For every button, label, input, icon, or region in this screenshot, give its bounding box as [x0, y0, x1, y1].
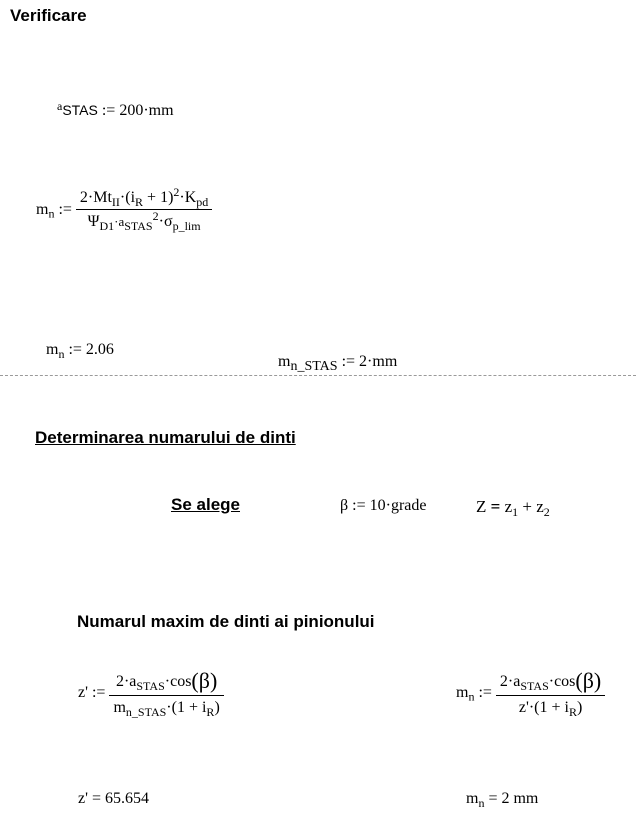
eq-mn-formula [36, 185, 212, 233]
zprime-numerator [109, 670, 223, 696]
num-plus-one: + 1) [143, 189, 174, 206]
lhs-sub-n: n [468, 689, 475, 704]
sub-1: 1 [512, 505, 519, 519]
den-zprime-one-plus-i: z'·(1 + i [518, 699, 569, 716]
page-divider [0, 375, 636, 376]
lhs-m: m [466, 790, 479, 807]
lhs-z: Z [476, 497, 487, 516]
num-beta: (β) [575, 668, 602, 693]
lhs-zprime: z' [78, 684, 88, 701]
eq-mn-stas [278, 353, 398, 374]
assign-op: := [337, 353, 360, 370]
eq-mn-result [466, 790, 539, 810]
equals-op: = [486, 497, 505, 516]
eq-zprime-value: z' = 65.654 [78, 790, 150, 807]
sub-2: 2 [543, 505, 550, 519]
den-one-plus-i: ·(1 + i [166, 699, 207, 716]
den-m: m [113, 699, 126, 716]
sub-r: R [135, 195, 144, 209]
eq-a-stas [57, 99, 174, 119]
den-close-paren: ) [576, 699, 583, 716]
num-cos: ·cos [164, 673, 192, 690]
den-psi: Ψ [87, 213, 100, 230]
zprime-denominator [109, 696, 223, 719]
heading-determinarea: Determinarea numarului de dinti [35, 428, 296, 447]
equals-op: = [484, 790, 502, 807]
assign-op: := [474, 684, 496, 701]
zprime-fraction [109, 668, 223, 719]
mn-denominator [76, 209, 212, 233]
assign-op: := [87, 684, 110, 701]
num-cos: ·cos [548, 673, 576, 690]
plus-op: + [518, 497, 537, 516]
assign-op: := [64, 341, 86, 358]
heading-numarul-maxim: Numarul maxim de dinti ai pinionului [77, 612, 375, 631]
lhs-m: m [278, 353, 291, 370]
lhs-m: m [46, 341, 59, 358]
mn2-denominator [496, 696, 605, 719]
num-2a: 2·a [499, 673, 521, 690]
sub-stas: STAS [124, 219, 153, 233]
value-2mm: 2·mm [359, 353, 398, 370]
eq-mn-value [46, 341, 114, 361]
sub-r: R [206, 705, 215, 719]
sub-ii: II [111, 195, 120, 209]
sub-stas: STAS [136, 679, 165, 693]
mn2-fraction [496, 668, 605, 719]
sub-r: R [568, 705, 577, 719]
lhs-sub-n: n [478, 796, 485, 810]
lhs-sub-n: n [48, 206, 55, 221]
sub-n-stas: n_STAS [125, 705, 167, 719]
mn-fraction [76, 185, 212, 233]
lhs-m: m [456, 684, 469, 701]
value-2-06: 2.06 [85, 341, 114, 358]
lhs-sub-n-stas: n_STAS [290, 359, 338, 374]
z2: z [536, 497, 544, 516]
lhs-m: m [36, 201, 49, 218]
sub-stas: STAS [520, 679, 549, 693]
heading-verificare: Verificare [10, 6, 87, 25]
assign-op: := [97, 102, 120, 119]
num-beta: (β) [191, 668, 218, 693]
subscript-stas: STAS [62, 102, 98, 118]
assign-op: := [54, 201, 76, 218]
num-paren-i: ·(i [119, 189, 136, 206]
sup-2: 2 [173, 185, 180, 199]
mn2-numerator [496, 670, 605, 696]
den-a: ·a [114, 214, 125, 229]
num-2a: 2·a [115, 673, 137, 690]
mn-numerator [76, 185, 212, 210]
sub-pd: pd [196, 195, 209, 209]
symbol-a: a [57, 99, 63, 113]
eq-beta: β := 10·grade [340, 497, 427, 514]
lhs-sub-n: n [58, 347, 65, 361]
sup-2: 2 [152, 209, 159, 223]
eq-z-sum [476, 497, 550, 519]
den-sigma: ·σ [158, 213, 173, 230]
heading-se-alege: Se alege [171, 495, 240, 514]
eq-mn-formula2 [456, 668, 605, 719]
num-2mt: 2·Mt [79, 189, 112, 206]
sub-p-lim: p_lim [172, 219, 201, 233]
sub-d1: D1 [99, 219, 115, 233]
value-200mm: 200·mm [119, 102, 174, 119]
num-k: ·K [179, 189, 197, 206]
den-close-paren: ) [214, 699, 220, 716]
z1: z [504, 497, 513, 516]
eq-zprime-formula [78, 668, 224, 719]
value-2mm: 2 mm [501, 790, 539, 807]
